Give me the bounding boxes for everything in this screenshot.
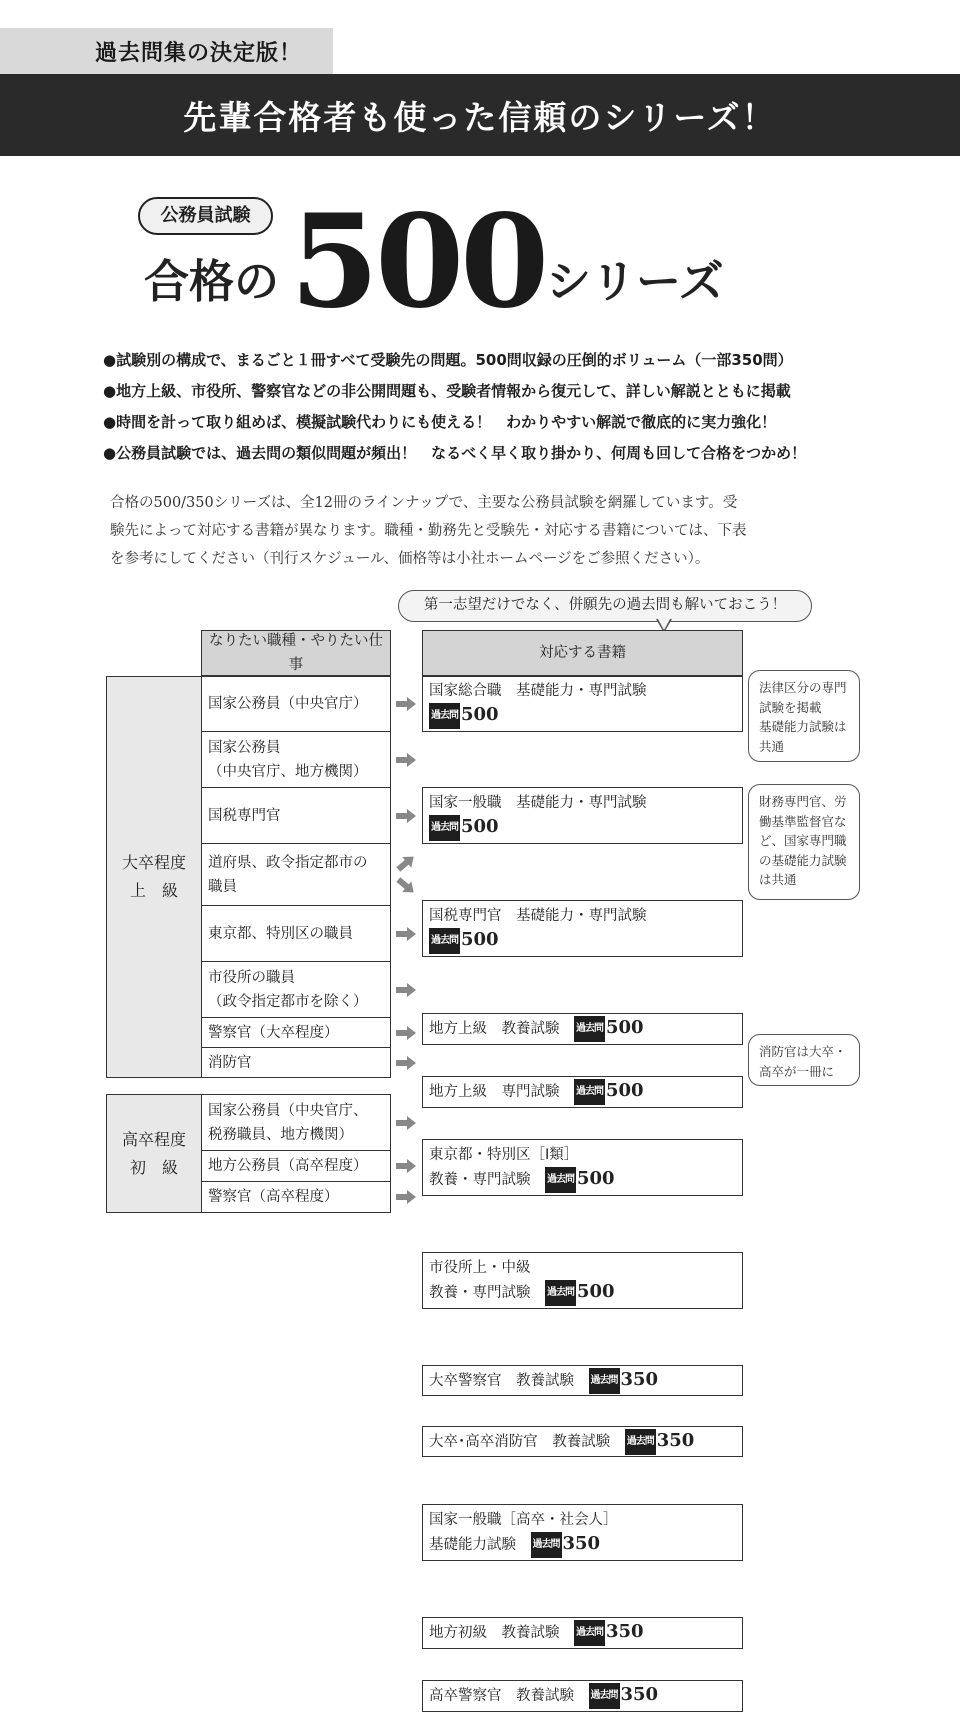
table-header-job: なりたい職種・やりたい仕事 [201,630,391,676]
feature-item: ●時間を計って取り組めば、模擬試験代わりにも使える！ わかりやすい解説で徹底的に実力強化！ [103,413,777,431]
right-arrow-icon [396,753,416,767]
book-cell: 大卒警察官 教養試験 過去問 350 [422,1365,743,1396]
book-cell: 国家一般職 基礎能力・専門試験 過去問 500 [422,787,743,844]
right-arrow-icon [396,1190,416,1204]
book-cell: 高卒警察官 教養試験 過去問 350 [422,1680,743,1712]
past-exam-stamp: 過去問 [531,1532,562,1558]
intro-paragraph: 合格の500/350シリーズは、全12冊のラインナップで、主要な公務員試験を網羅しています。受験先によって対応する書籍が異なります。職種・勤務先と受験先・対応する書籍については、下表を参考にしてください（刊行スケジュール、価格等は小社ホームページをご参照ください）。 [110,495,747,567]
book-number: 350 [606,1621,644,1642]
right-arrow-icon [396,809,416,823]
title-series: シリーズ [546,255,724,308]
title-main: 合格の [144,255,280,308]
book-cell: 地方上級 専門試験 過去問 500 [422,1076,743,1108]
right-arrow-icon [396,1056,416,1070]
callout-bubble: 第一志望だけでなく、併願先の過去問も解いておこう！ [398,590,812,622]
right-arrow-icon [396,983,416,997]
side-note: 財務専門官、労 働基準監督官な ど、国家専門職 の基礎能力試験 は共通 [748,784,860,900]
right-arrow-icon [396,697,416,711]
right-arrow-icon [394,851,418,875]
right-arrow-icon [396,1159,416,1173]
job-cell: 道府県、政令指定都市の 職員 [201,843,391,906]
title-pill: 公務員試験 [138,197,273,235]
job-cell: 市役所の職員 （政令指定都市を除く） [201,961,391,1018]
past-exam-stamp: 過去問 [625,1429,656,1455]
book-cell: 国家総合職 基礎能力・専門試験 過去問 500 [422,676,743,732]
job-cell: 地方公務員（高卒程度） [201,1150,391,1182]
job-cell: 消防官 [201,1047,391,1078]
job-cell: 国税専門官 [201,787,391,844]
header-tag [0,28,333,76]
side-note: 法律区分の専門 試験を掲載 基礎能力試験は 共通 [748,670,860,762]
book-cell: 東京都・特別区［Ⅰ類］ 教養・専門試験 過去問 500 [422,1139,743,1196]
header-banner-text: 先輩合格者も使った信頼のシリーズ！ [183,98,777,137]
book-cell: 市役所上・中級 教養・専門試験 過去問 500 [422,1252,743,1309]
past-exam-stamp: 過去問 [574,1620,605,1646]
group-label-highschool: 高卒程度 初 級 [106,1094,202,1213]
past-exam-stamp: 過去問 [574,1079,605,1105]
past-exam-stamp: 過去問 [429,815,460,841]
feature-item: ●地方上級、市役所、警察官などの非公開問題も、受験者情報から復元して、詳しい解説とともに掲載 [103,382,791,400]
book-cell: 地方初級 教養試験 過去問 350 [422,1617,743,1649]
book-number: 350 [562,1532,601,1554]
job-cell: 国家公務員（中央官庁） [201,676,391,732]
feature-item: ●試験別の構成で、まるごと１冊すべて受験先の問題。500問収録の圧倒的ボリューム（一部350問） [103,351,793,369]
job-cell: 警察官（高卒程度） [201,1181,391,1213]
header-tag-text: 過去問集の決定版！ [95,41,303,66]
callout-tail-inner [658,619,670,630]
feature-list [103,349,806,473]
table-header-book: 対応する書籍 [422,630,743,676]
side-note: 消防官は大卒・ 高卒が一冊に [748,1034,860,1086]
book-cell: 国家一般職［高卒・社会人］ 基礎能力試験 過去問 350 [422,1504,743,1561]
book-number: 500 [606,1017,644,1038]
past-exam-stamp: 過去問 [429,703,460,729]
right-arrow-icon [394,874,418,898]
right-arrow-icon [396,1026,416,1040]
past-exam-stamp: 過去問 [589,1683,620,1709]
right-arrow-icon [396,927,416,941]
past-exam-stamp: 過去問 [545,1167,576,1193]
past-exam-stamp: 過去問 [545,1280,576,1306]
book-cell: 地方上級 教養試験 過去問 500 [422,1013,743,1045]
job-cell: 国家公務員 （中央官庁、地方機関） [201,731,391,788]
title-number: 500 [290,187,546,337]
job-cell: 国家公務員（中央官庁、 税務職員、地方機関） [201,1094,391,1151]
past-exam-stamp: 過去問 [589,1368,620,1394]
book-number: 350 [620,1368,659,1390]
book-number: 500 [461,928,499,950]
group-label-university: 大卒程度 上 級 [106,676,202,1078]
book-cell: 国税専門官 基礎能力・専門試験 過去問 500 [422,900,743,957]
book-number: 500 [461,704,499,725]
past-exam-stamp: 過去問 [574,1016,605,1042]
header-banner [0,74,960,156]
book-number: 350 [620,1684,659,1705]
past-exam-stamp: 過去問 [429,928,460,954]
book-cell: 大卒･高卒消防官 教養試験 過去問 350 [422,1426,743,1457]
book-number: 500 [606,1080,644,1101]
right-arrow-icon [396,1116,416,1130]
book-number: 350 [656,1429,695,1451]
book-number: 500 [577,1280,615,1302]
job-cell: 警察官（大卒程度） [201,1017,391,1048]
job-cell: 東京都、特別区の職員 [201,905,391,962]
feature-item: ●公務員試験では、過去問の類似問題が頻出！ なるべく早く取り掛かり、何周も回して合格をつかめ！ [103,444,807,462]
book-number: 500 [577,1167,615,1189]
book-number: 500 [461,815,499,837]
